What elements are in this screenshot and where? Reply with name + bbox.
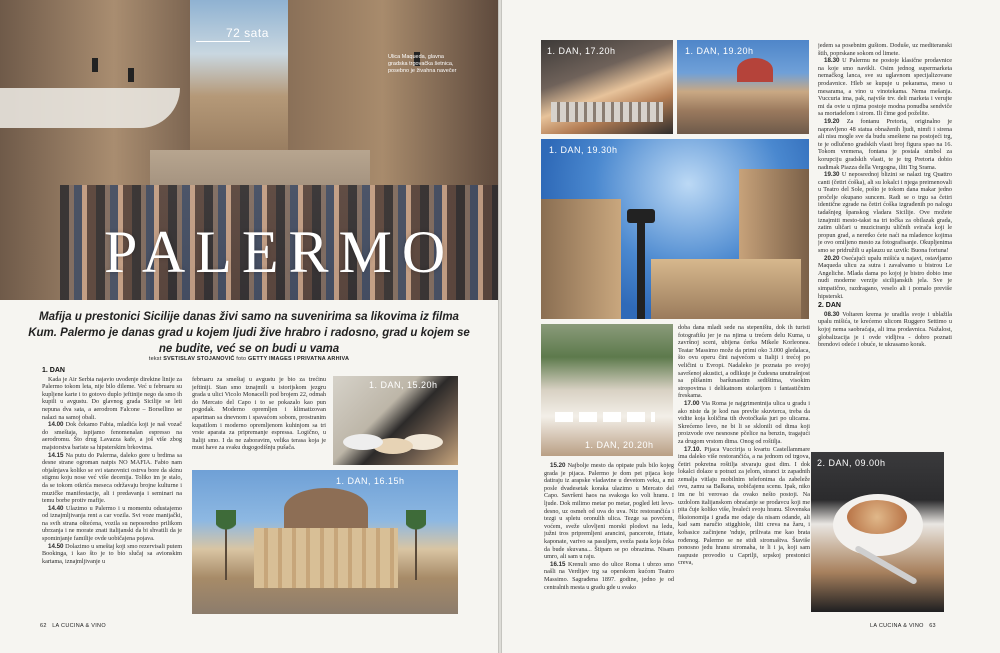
left-page — [0, 0, 498, 653]
article-column-5 — [818, 42, 952, 442]
paragraph: doba dana mladi sede na stepeništu, dok ih turisti fotografišu jer je na njima u trećem delu Kuma, u završnoj sceni, ubijena ćerka Mikele Korleonea. Teatar Massimo može da primi oko 3.000 gledalaca, što ovu operu čini najvećom u Italiji i trećoj po veličini u Evropi. Nadaleko je poznata po svojoj savršenoj akustici, a odlikuje je čudesna unutrašnjost sa plišanim baršunastim sedištima, visokim stropovima i delikatnom stolarijom i fantastičnim freskama. — [678, 324, 810, 400]
article-column-3 — [544, 462, 674, 619]
paragraph: 17.00 Via Roma je najgrimentnija ulica u gradu i ako niste da je kod nas prevlie skuvterca, treba da vidite koja količina tih dvotočkaša juri po ulicama. Skrećemo levo, ne bi li se sklonili od dima koji proizvode ove nesnosne pčelice na benzin, tragajući za drugom vrstom dima. Onog od roštilja. — [678, 399, 810, 445]
lamp-post — [637, 219, 645, 319]
photo-timestamp: 1. DAN, 19.30h — [549, 145, 618, 155]
church-dome — [737, 58, 773, 82]
paragraph: 17.10. Pijaca Vuccirija u kvartu Castellammare ima daleko više restorančića, a na jednom od trgova, četiri pokretna roštilja stvaraju gust dim. I dok lokalci dolaze u potrazi za jelom, stranci iz zapadnih zemalja vitlaju mobilnim telefonima da zabeleže ovu, zamu sa Balkana, uobičajenu scenu. Ipak, niko im ne bi verovao da ovako nešto postoji. Na uzdolom italijanskom obraćanje se prodavcu koji me pita čuje koliko više, hvaleći svoju hranu. Slovenska fiksionomija i građa me odaje da nisam odande, ali kad sam naručio stigghiole, iliti creva na žaru, i kobasice začinjene 'nduje, prilivata me kao brata rođenog. Palermo se ne stidi siromaštva. Štaviše ponosno jedu hranu siromaha, te li i ja, koji sam raspuste provodio u Caprilji, srpskoj prestonici creva, — [678, 445, 810, 567]
paragraph: 14.40 Ulazimo u Palermo i u momentu odustajemo od iznajmljivanja rent a car vozila. Svi voze manijački, na svih strana oštećena, vozila su neposredno prilikom ubrzanja i ne morate znati italijanski da bi shvatili da je spominjanje familije ovde uobičajena pojava. — [42, 504, 182, 543]
dessert-cream — [847, 500, 907, 534]
paragraph: 19.30 U neposrednoj blizini se nalazi trg Quattro canti (četiri ćoška), ali su lokalci i njega preimenovali u Teatro del Sole, pošto je tokom dana makar jedno pročelje okupano suncem. Radi se o trgu sa četiri identične zgrade na četiri ćoška izgrađenih po nalogu tadašnjeg španskog vladara Sicilije. Ove možete iznajmiti mesto-takst na tri točka za obilazak grada, zatim uličari u muziciranju uličnih svirača koji le propun grad, a neretko ćete naći na mladence kojima je ovo omiljeno mesto za fotografisanje. Okupljenima smo se pridružili u aplauzu uz uzvik: Buona fortuna! — [818, 171, 952, 255]
paragraph: 14.00 Dok čekamo Fabia, mladića koji je naš vozač do smeštaja, ispijamo fenomenalan espresso na aerodromu. Što drug Lavazza kafe, a još više zbog majstorstva bariste sa hipsterskim brkovima. — [42, 421, 182, 451]
paragraph: 08.30 Voltaren krema je uradila svoje i ublažila upalu mišića, te krećemo ulicom Ruggero Settimo u kojoj nema saobraćaja, ali ima prodavnica. Nažalost, globalizacija je i ovde vidljiva - dobro poznati brendovi odeće i obuće, te ukrasamo korak. — [818, 310, 952, 349]
right-page — [502, 0, 1000, 653]
paragraph: 16.15 Krenuli smo do ulice Roma i ubrzo smo našli na Verdijev trg sa operskom kućom Teatro Massimo. Sagrađena 1897. godine, jedno je od centralnih mesta u gradu gde u svako — [544, 560, 674, 591]
photo-market-grill — [541, 40, 673, 134]
photo-dessert — [811, 452, 944, 612]
plate-shape — [343, 434, 383, 450]
paragraph: Kada je Air Serbia najavio uvođenje direktne linije za Palermo tokom leta, nije bilo dileme. Već u februaru su kupljene karte i to gotovo duplo jeftinije nego da smo ih kupili u avgustu. Do glavnog grada Sicilije se leti nepuna dva sata, a aerodrom Falcone – Borsellino se nalazi na samoj obali. — [42, 375, 182, 421]
time-label: 72 sata — [226, 26, 269, 40]
page-number: 63 — [929, 623, 936, 629]
article-column-1 — [42, 367, 182, 619]
paragraph: februaru za smeštaj u avgustu je bio za trećinu jeftiniji. Stan smo iznajmili u istorijskom jezgru grada u ulici Vicolo Monacelli pod brojem 22, odmah do Mercato del Capo i to se pokazalo kao pun pogodak. Moderno opremljen i klimatizovan apartman sa dnevnom i spavaćom sobom, prostranim kupatilom i moderno opremljenom kuhinjom sa tri vrste aparata za pripremanje espressa. Logično, u Italiji smo. I da ne zaboravim, velika terasa koja je must have za svaku dugogodišnju pušača. — [192, 376, 326, 452]
street-lamp-icon — [627, 209, 655, 223]
palm-tree-icon — [216, 510, 236, 580]
teatro-dome — [284, 488, 368, 530]
folio-right — [870, 623, 936, 629]
photo-timestamp: 1. DAN, 16.15h — [336, 476, 405, 486]
palm-tree-icon — [406, 510, 426, 580]
day-heading: 2. DAN — [818, 302, 841, 310]
magazine-name: LA CUCINA & VINO — [52, 623, 106, 629]
paragraph: 14.50 Dolazimo u smeštaj koji smo rezervisali putem Bookinga, i kao što je to bio slučaj sa avionskim kartama, iznajmljivanje u — [42, 542, 182, 565]
byline-photo-credit: GETTY IMAGES I PRIVATNA ARHIVA — [248, 356, 350, 362]
magazine-name: LA CUCINA & VINO — [870, 623, 924, 629]
folio-left — [40, 623, 106, 629]
paragraph: 19.20 Za fontanu Pretoria, originalno je napravljeno 48 statua obnaženih ljudi, nimfi i sirena ali nisu mogle sve da budu smeštene na postojeći trg, te je odlučeno gradskih vlasti broj figura spao na 16. Tokom vremena, fontana je postala simbol za korupciju gradskih vlasti, te je trg Pretoria dobio nadimak Piazza della Vergogna, iliti Trg Srama. — [818, 117, 952, 171]
photo-timestamp: 1. DAN, 15.20h — [369, 380, 438, 390]
photo-timestamp: 1. DAN, 19.20h — [685, 46, 754, 56]
article-column-4 — [678, 324, 810, 619]
hero-caption: Ulica Maqueda, glavna gradska trgovačka šetnica, posebno je živahna navečer — [388, 54, 457, 74]
photo-timestamp: 2. DAN, 09.00h — [817, 458, 886, 468]
building-left — [541, 199, 621, 319]
paragraph: jedem sa posebnim guštom. Doduše, uz mediteranski štih, poprskane sokom od limete. — [818, 42, 952, 57]
building-center — [651, 259, 801, 319]
byline-text-label: tekst — [148, 356, 162, 362]
photo-teatro-massimo — [192, 470, 458, 614]
photo-timestamp: 1. DAN, 17.20h — [547, 46, 616, 56]
photo-timestamp: 1. DAN, 20.20h — [585, 440, 654, 450]
hero-awning — [0, 88, 180, 128]
paragraph: 18.30 U Palermu ne postoje klasične prodavnice na koje smo navikli. Osim jednog supermarketa nemačkog lanca, sve su uglavnom specijalizovane prodavnice. Hleb se kupuje u pekarama, meso u mesarama, a vino u vinotekama. Nema mešanja. Vuccuria ima, pak, najviše trv. deli marketa i verujte mi da ovie u njima postoje modna ponudba sendviče sa mortadelom i sirom. Ili čime god poželite. — [818, 57, 952, 118]
paragraph: 14.15 Na putu do Palerma, daleko gore u brdima sa desne strane ogroman natpis NO MAFIA. Fabio nam objašnjava koliko se svi stanovnici ostrva bore da skinu stigmu koju nose već više decenija. Toliko im je stalo, da se tokom otkrića meseca održavaju brojne kulturne i muzičke manifestacije, ali i predavanja i seminari na temu borbe protiv mafije. — [42, 451, 182, 505]
page-number: 62 — [40, 623, 47, 629]
photo-quattro-canti — [541, 139, 809, 319]
grill-coals — [551, 102, 663, 122]
hero-photo-street — [0, 0, 498, 300]
photo-chef-plates — [333, 376, 458, 465]
photo-piazza — [677, 40, 809, 134]
article-lede: Mafija u prestonici Sicilije danas živi samo na suvenirima sa likovima iz filma Kum. Palermo je danas grad u kojem ljudi žive hrabro i radosno, grad u kojem se ne budite, već se on budi u vama — [28, 311, 470, 355]
time-label-rule — [196, 41, 250, 42]
street-lamp-icon — [128, 68, 134, 82]
paragraph: 20.20 Osećajući upalu mišića u najavi, ostavljamo Maqueda ulicu za sutra i zavalvamo u bistrou Le Angeliche. Mlada dama po kojoj je bistro dobio ime nudi moderne verzije sicilijanskih jela. Sve je simpatično, razdragano, veselo ali i pomalo previše hipsterski. — [818, 254, 952, 300]
day-heading: 1. DAN — [42, 367, 65, 374]
article-title: PALERMO — [104, 219, 456, 285]
article-column-2 — [192, 376, 326, 466]
teatro-facade — [254, 528, 398, 588]
byline-photo-label: foto — [236, 356, 247, 362]
tables — [555, 412, 655, 422]
paragraph: 15.20 Najbolje mesto da opipate puls bilo kojeg grada je pijaca. Palermo je dom pet pijaca koje datiraju iz arapske vladavine u devetom veku, a mi posle dvadesetak koraka ulazimo u Mercato del Capo. Savršeni haos na svakoga ko voli hranu. I ljude. Dok milimo metar po metar, pogled leti levo-desno, uz osmeh od uva do uva. Niz restorančića i tezgi u spletu oronulih ulica. Tezge sa povrćem, voćem, sveže ulovljeni morski plodovi na ledu, južni tros pripremljeni arancini, pancerote, fritate, kaponate, varivo sa pasuljem, sveža pasta koja čeka da bude skuvana... Štipam se po obrazima. Nisam umro, ali sam u raju. — [544, 462, 674, 561]
street-lamp-icon — [92, 58, 98, 72]
photo-bistro-terrace — [541, 324, 673, 456]
byline-author: SVETISLAV STOJANOVIĆ — [163, 356, 235, 362]
byline — [24, 356, 474, 362]
